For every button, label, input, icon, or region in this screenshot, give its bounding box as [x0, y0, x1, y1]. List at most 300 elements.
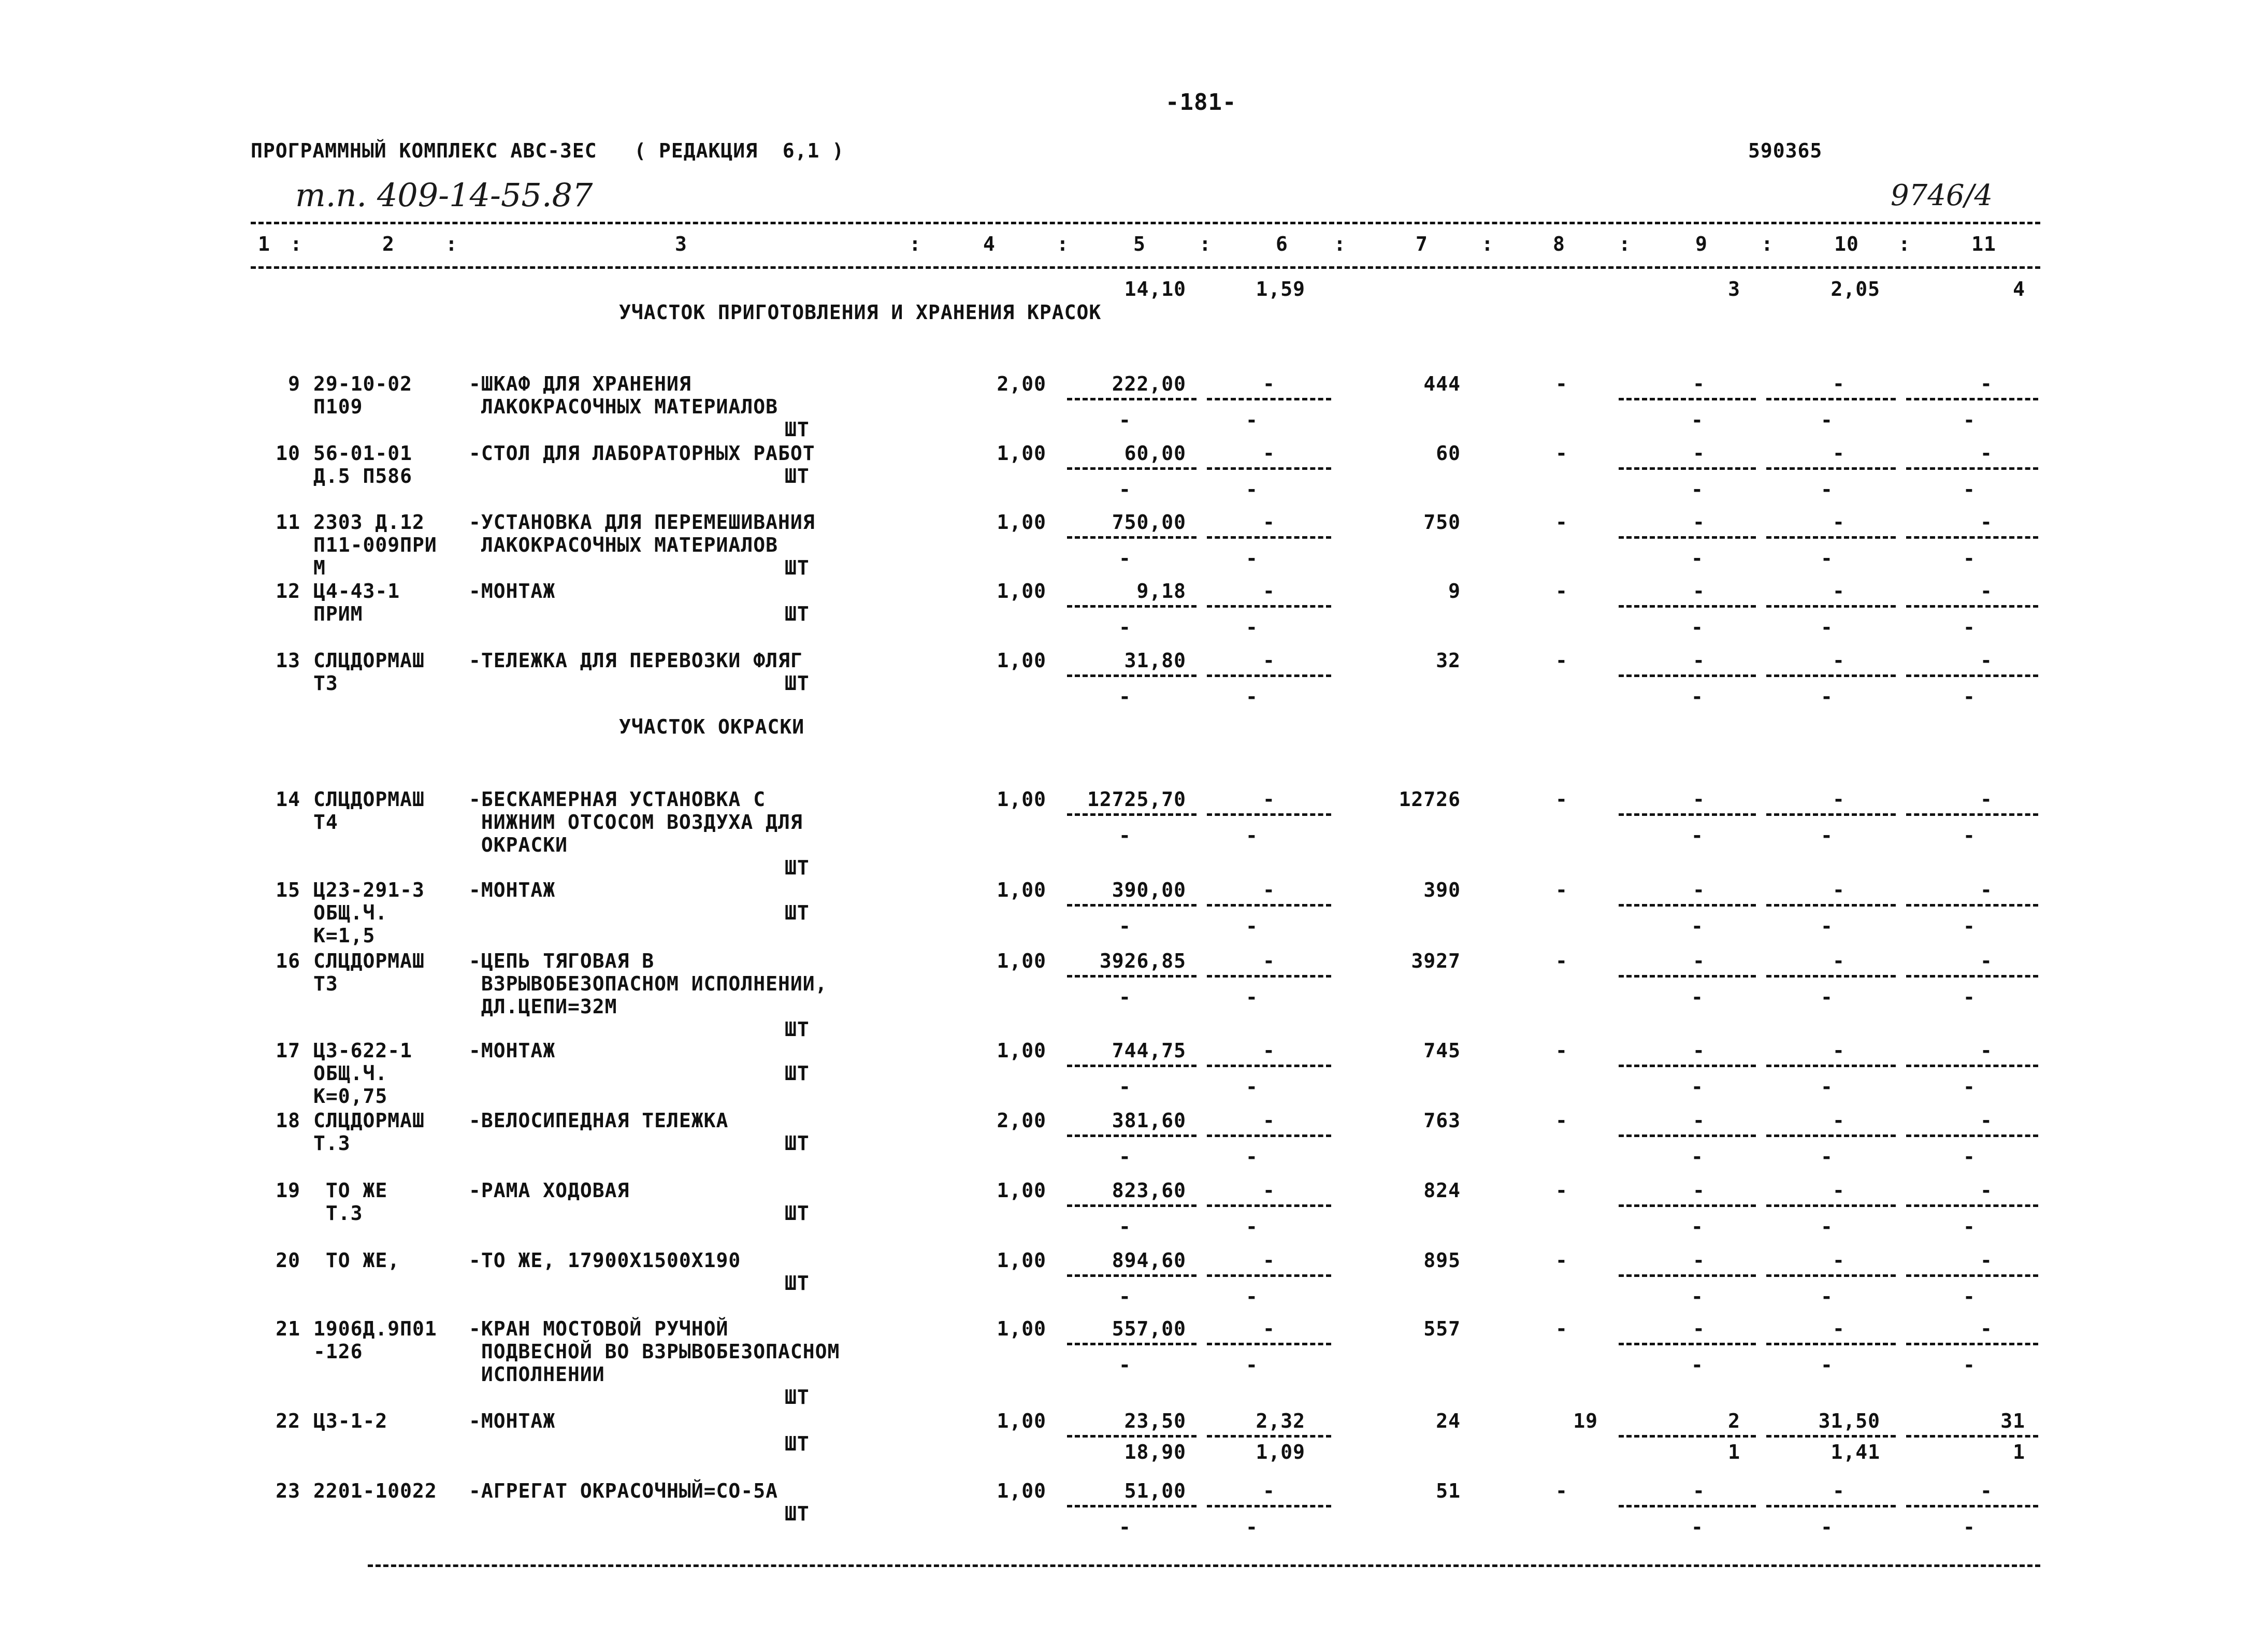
cell-separator — [1067, 1343, 1197, 1345]
column-header-5: 5 — [1133, 233, 1146, 255]
empty-cell-dash: - — [1963, 616, 1976, 639]
row-unit-price: 557,00 — [1112, 1317, 1186, 1340]
row-col8: - — [1555, 1317, 1568, 1340]
column-header-11: 11 — [1971, 233, 1996, 255]
row-col11: - — [1980, 1249, 1993, 1272]
row-total: 895 — [1423, 1249, 1461, 1272]
row-total: 557 — [1423, 1317, 1461, 1340]
document-code: 590365 — [1748, 139, 1823, 162]
empty-cell-dash: - — [1119, 547, 1131, 570]
cell-separator — [1906, 1505, 2038, 1507]
row-code-line: 2303 Д.12 — [313, 511, 425, 534]
empty-cell-dash: - — [1963, 1145, 1976, 1168]
cell-separator — [1067, 674, 1197, 677]
cell-separator — [1207, 1505, 1331, 1507]
row-description-line: ПОДВЕСНОЙ ВО ВЗРЫВОБЕЗОПАСНОМ — [469, 1340, 840, 1363]
row-col8: - — [1555, 1249, 1568, 1272]
cell-separator — [1906, 536, 2038, 539]
row-col9: - — [1693, 372, 1705, 395]
row-code-line: ОБЩ.Ч. — [313, 1062, 388, 1085]
column-separator: : — [1481, 233, 1494, 255]
row-unit-price: 894,60 — [1112, 1249, 1186, 1272]
row-unit: ШТ — [785, 1202, 810, 1225]
empty-cell-dash: - — [1246, 1145, 1258, 1168]
empty-cell-dash: - — [1821, 1215, 1833, 1238]
row-col11: - — [1980, 511, 1993, 534]
cell-separator — [1619, 536, 1756, 539]
cell-separator — [1067, 813, 1197, 816]
row-col6: - — [1263, 1317, 1275, 1340]
cell-separator — [1766, 536, 1896, 539]
column-separator: : — [445, 233, 458, 255]
row-description-line: -МОНТАЖ — [469, 1039, 556, 1062]
empty-cell-dash: - — [1119, 1075, 1131, 1098]
row-number: 23 — [276, 1479, 300, 1502]
row-quantity: 2,00 — [997, 372, 1046, 395]
row-col6: - — [1263, 442, 1275, 465]
row-code-line: -126 — [313, 1340, 363, 1363]
row-col9: - — [1693, 1179, 1705, 1202]
empty-cell-dash: - — [1246, 1354, 1258, 1376]
cell-separator — [1207, 467, 1331, 470]
cell-separator — [1619, 398, 1756, 400]
row-col8: - — [1555, 442, 1568, 465]
cell-separator — [1207, 904, 1331, 907]
row-number: 17 — [276, 1039, 300, 1062]
empty-cell-dash: - — [1119, 1354, 1131, 1376]
carry-value-col6: 1,59 — [1256, 278, 1305, 300]
cell-separator — [1067, 904, 1197, 907]
cell-separator — [1207, 1204, 1331, 1207]
empty-cell-dash: - — [1119, 1145, 1131, 1168]
row-col6: - — [1263, 879, 1275, 901]
row-code-line: Т4 — [313, 811, 338, 834]
cell-separator — [1766, 1435, 1896, 1438]
row-code-line: Ц4-43-1 — [313, 580, 400, 602]
row-unit-price: 381,60 — [1112, 1109, 1186, 1132]
row-col8: 19 — [1573, 1410, 1598, 1432]
cell-separator — [1619, 467, 1756, 470]
table-end-rule — [368, 1564, 2040, 1567]
row-total: 745 — [1423, 1039, 1461, 1062]
row-code-line: ТО ЖЕ, — [313, 1249, 400, 1272]
row-col6: - — [1263, 372, 1275, 395]
cell-separator — [1906, 1065, 2038, 1067]
row-unit: ШТ — [785, 602, 810, 625]
row-unit-price: 390,00 — [1112, 879, 1186, 901]
row-quantity: 1,00 — [997, 1039, 1046, 1062]
empty-cell-dash: - — [1821, 1285, 1833, 1308]
row-sub-col5: 18,90 — [1124, 1441, 1186, 1463]
program-title: ПРОГРАММНЫЙ КОМПЛЕКС АВС-ЗЕС ( РЕДАКЦИЯ 6,1 ) — [251, 139, 845, 162]
row-col9: - — [1693, 649, 1705, 672]
cell-separator — [1207, 975, 1331, 978]
row-quantity: 1,00 — [997, 649, 1046, 672]
empty-cell-dash: - — [1691, 1285, 1704, 1308]
row-description-line: -АГРЕГАТ ОКРАСОЧНЫЙ=СО-5А — [469, 1479, 778, 1502]
empty-cell-dash: - — [1246, 547, 1258, 570]
cell-separator — [1067, 975, 1197, 978]
header-top-rule — [251, 222, 2040, 224]
cell-separator — [1067, 1274, 1197, 1277]
empty-cell-dash: - — [1246, 1075, 1258, 1098]
cell-separator — [1619, 1274, 1756, 1277]
cell-separator — [1906, 674, 2038, 677]
row-col6: - — [1263, 1249, 1275, 1272]
column-header-8: 8 — [1553, 233, 1565, 255]
empty-cell-dash: - — [1691, 1516, 1704, 1539]
cell-separator — [1766, 1134, 1896, 1137]
row-quantity: 1,00 — [997, 1179, 1046, 1202]
column-separator: : — [1057, 233, 1069, 255]
column-header-4: 4 — [983, 233, 996, 255]
row-quantity: 1,00 — [997, 442, 1046, 465]
empty-cell-dash: - — [1691, 986, 1704, 1009]
empty-cell-dash: - — [1246, 824, 1258, 847]
row-unit: ШТ — [785, 672, 810, 695]
row-code-line: ТО ЖЕ — [313, 1179, 388, 1202]
row-col11: - — [1980, 649, 1993, 672]
carry-value-col9: 3 — [1728, 278, 1740, 300]
row-col10: - — [1833, 1479, 1845, 1502]
empty-cell-dash: - — [1821, 1354, 1833, 1376]
row-total: 9 — [1448, 580, 1461, 602]
column-header-6: 6 — [1276, 233, 1288, 255]
row-unit-price: 823,60 — [1112, 1179, 1186, 1202]
carry-value-col11: 4 — [2013, 278, 2025, 300]
row-quantity: 1,00 — [997, 879, 1046, 901]
cell-separator — [1067, 1435, 1197, 1438]
row-col6: - — [1263, 788, 1275, 811]
column-header-9: 9 — [1695, 233, 1708, 255]
row-col10: - — [1833, 788, 1845, 811]
row-number: 11 — [276, 511, 300, 534]
cell-separator — [1766, 467, 1896, 470]
cell-separator — [1619, 975, 1756, 978]
row-col9: - — [1693, 1039, 1705, 1062]
row-number: 19 — [276, 1179, 300, 1202]
row-total: 51 — [1436, 1479, 1461, 1502]
cell-separator — [1067, 536, 1197, 539]
empty-cell-dash: - — [1691, 824, 1704, 847]
empty-cell-dash: - — [1691, 1075, 1704, 1098]
row-code-line: ПРИМ — [313, 602, 363, 625]
row-code-line: ТЗ — [313, 672, 338, 695]
row-col8: - — [1555, 950, 1568, 972]
project-reference: т.п. 409-14-55.87 — [295, 176, 593, 214]
row-description-line: -ВЕЛОСИПЕДНАЯ ТЕЛЕЖКА — [469, 1109, 729, 1132]
column-separator: : — [1334, 233, 1346, 255]
row-description-line: -ШКАФ ДЛЯ ХРАНЕНИЯ — [469, 372, 691, 395]
row-description-line: -МОНТАЖ — [469, 879, 556, 901]
row-col8: - — [1555, 372, 1568, 395]
row-unit-price: 51,00 — [1124, 1479, 1186, 1502]
row-col6: - — [1263, 1179, 1275, 1202]
empty-cell-dash: - — [1246, 1285, 1258, 1308]
cell-separator — [1906, 904, 2038, 907]
row-code-line: Ц3-622-1 — [313, 1039, 413, 1062]
row-total: 3927 — [1411, 950, 1461, 972]
cell-separator — [1906, 1204, 2038, 1207]
empty-cell-dash: - — [1119, 986, 1131, 1009]
row-unit: ШТ — [785, 1132, 810, 1155]
row-col11: - — [1980, 879, 1993, 901]
row-quantity: 1,00 — [997, 1249, 1046, 1272]
row-col11: - — [1980, 1479, 1993, 1502]
row-quantity: 1,00 — [997, 511, 1046, 534]
cell-separator — [1207, 1065, 1331, 1067]
column-header-1: 1 — [258, 233, 270, 255]
empty-cell-dash: - — [1691, 915, 1704, 938]
empty-cell-dash: - — [1963, 478, 1976, 501]
row-col11: - — [1980, 442, 1993, 465]
column-header-10: 10 — [1834, 233, 1859, 255]
cell-separator — [1067, 1134, 1197, 1137]
empty-cell-dash: - — [1963, 1354, 1976, 1376]
row-unit: ШТ — [785, 1502, 810, 1525]
row-description-line: -РАМА ХОДОВАЯ — [469, 1179, 630, 1202]
cell-separator — [1906, 1274, 2038, 1277]
cell-separator — [1766, 674, 1896, 677]
header-bottom-rule — [251, 266, 2040, 269]
column-separator: : — [1199, 233, 1212, 255]
empty-cell-dash: - — [1119, 616, 1131, 639]
row-unit-price: 9,18 — [1136, 580, 1186, 602]
column-separator: : — [290, 233, 302, 255]
empty-cell-dash: - — [1691, 1215, 1704, 1238]
row-number: 9 — [288, 372, 300, 395]
cell-separator — [1766, 1204, 1896, 1207]
row-description-line: ИСПОЛНЕНИИ — [469, 1363, 605, 1386]
empty-cell-dash: - — [1691, 547, 1704, 570]
row-col8: - — [1555, 788, 1568, 811]
cell-separator — [1619, 1065, 1756, 1067]
row-unit: ШТ — [785, 1432, 810, 1455]
empty-cell-dash: - — [1821, 1075, 1833, 1098]
cell-separator — [1906, 605, 2038, 608]
row-number: 21 — [276, 1317, 300, 1340]
row-col6: - — [1263, 580, 1275, 602]
row-number: 10 — [276, 442, 300, 465]
row-description-line: НИЖНИМ ОТСОСОМ ВОЗДУХА ДЛЯ — [469, 811, 803, 834]
row-unit-price: 750,00 — [1112, 511, 1186, 534]
row-unit: ШТ — [785, 1386, 810, 1409]
empty-cell-dash: - — [1821, 478, 1833, 501]
row-col10: - — [1833, 442, 1845, 465]
empty-cell-dash: - — [1963, 1516, 1976, 1539]
row-total: 32 — [1436, 649, 1461, 672]
row-sub-col11: 1 — [2013, 1441, 2025, 1463]
empty-cell-dash: - — [1821, 986, 1833, 1009]
cell-separator — [1766, 605, 1896, 608]
column-separator: : — [1761, 233, 1774, 255]
column-header-3: 3 — [675, 233, 687, 255]
cell-separator — [1207, 1343, 1331, 1345]
row-total: 824 — [1423, 1179, 1461, 1202]
cell-separator — [1207, 536, 1331, 539]
row-col10: - — [1833, 372, 1845, 395]
row-quantity: 1,00 — [997, 1317, 1046, 1340]
empty-cell-dash: - — [1119, 1285, 1131, 1308]
cell-separator — [1766, 1343, 1896, 1345]
row-unit-price: 23,50 — [1124, 1410, 1186, 1432]
row-total: 24 — [1436, 1410, 1461, 1432]
row-code-line: 29-10-02 — [313, 372, 413, 395]
empty-cell-dash: - — [1963, 685, 1976, 708]
cell-separator — [1619, 674, 1756, 677]
cell-separator — [1906, 398, 2038, 400]
row-description-line: ВЗРЫВОБЕЗОПАСНОМ ИСПОЛНЕНИИ, — [469, 972, 828, 995]
cell-separator — [1906, 1134, 2038, 1137]
row-col8: - — [1555, 649, 1568, 672]
row-col8: - — [1555, 511, 1568, 534]
row-description-line: -КРАН МОСТОВОЙ РУЧНОЙ — [469, 1317, 729, 1340]
page-number: -181- — [1165, 89, 1237, 116]
cell-separator — [1619, 1505, 1756, 1507]
row-number: 15 — [276, 879, 300, 901]
empty-cell-dash: - — [1119, 409, 1131, 432]
row-col9: - — [1693, 788, 1705, 811]
cell-separator — [1906, 1435, 2038, 1438]
empty-cell-dash: - — [1963, 1215, 1976, 1238]
row-code-line: П11-009ПРИ — [313, 534, 437, 556]
row-description-line: -СТОЛ ДЛЯ ЛАБОРАТОРНЫХ РАБОТ — [469, 442, 815, 465]
empty-cell-dash: - — [1119, 478, 1131, 501]
row-col6: - — [1263, 511, 1275, 534]
row-col10: - — [1833, 1039, 1845, 1062]
row-description-line: ОКРАСКИ — [469, 834, 568, 856]
cell-separator — [1207, 398, 1331, 400]
row-description-line: -БЕСКАМЕРНАЯ УСТАНОВКА С — [469, 788, 766, 811]
row-unit: ШТ — [785, 901, 810, 924]
row-col8: - — [1555, 879, 1568, 901]
empty-cell-dash: - — [1691, 409, 1704, 432]
cell-separator — [1207, 1435, 1331, 1438]
cell-separator — [1906, 975, 2038, 978]
row-col11: - — [1980, 1317, 1993, 1340]
row-code-line: СЛЦДОРМАШ — [313, 788, 425, 811]
empty-cell-dash: - — [1821, 547, 1833, 570]
row-col10: - — [1833, 1109, 1845, 1132]
row-unit: ШТ — [785, 1272, 810, 1295]
row-col10: 31,50 — [1818, 1410, 1880, 1432]
row-description-line: -УСТАНОВКА ДЛЯ ПЕРЕМЕШИВАНИЯ — [469, 511, 815, 534]
row-col8: - — [1555, 580, 1568, 602]
empty-cell-dash: - — [1821, 824, 1833, 847]
row-quantity: 1,00 — [997, 788, 1046, 811]
cell-separator — [1766, 1274, 1896, 1277]
empty-cell-dash: - — [1821, 685, 1833, 708]
row-col6: - — [1263, 1109, 1275, 1132]
empty-cell-dash: - — [1691, 478, 1704, 501]
row-unit-price: 12725,70 — [1087, 788, 1186, 811]
row-total: 750 — [1423, 511, 1461, 534]
row-sub-col6: 1,09 — [1256, 1441, 1305, 1463]
empty-cell-dash: - — [1821, 1516, 1833, 1539]
empty-cell-dash: - — [1821, 1145, 1833, 1168]
empty-cell-dash: - — [1246, 986, 1258, 1009]
row-unit: ШТ — [785, 856, 810, 879]
row-quantity: 1,00 — [997, 580, 1046, 602]
empty-cell-dash: - — [1246, 478, 1258, 501]
cell-separator — [1207, 605, 1331, 608]
row-unit: ШТ — [785, 465, 810, 487]
empty-cell-dash: - — [1963, 915, 1976, 938]
row-code-line: 2201-10022 — [313, 1479, 437, 1502]
row-col8: - — [1555, 1039, 1568, 1062]
cell-separator — [1067, 1204, 1197, 1207]
row-code-line: ТЗ — [313, 972, 338, 995]
column-header-7: 7 — [1416, 233, 1428, 255]
cell-separator — [1207, 1134, 1331, 1137]
cell-separator — [1766, 1065, 1896, 1067]
column-header-2: 2 — [382, 233, 395, 255]
row-description-line: ДЛ.ЦЕПИ=32М — [469, 995, 617, 1018]
cell-separator — [1067, 605, 1197, 608]
empty-cell-dash: - — [1246, 409, 1258, 432]
row-description-line: -МОНТАЖ — [469, 580, 556, 602]
row-total: 60 — [1436, 442, 1461, 465]
row-total: 763 — [1423, 1109, 1461, 1132]
cell-separator — [1619, 1134, 1756, 1137]
cell-separator — [1207, 1274, 1331, 1277]
empty-cell-dash: - — [1821, 409, 1833, 432]
row-col9: - — [1693, 1249, 1705, 1272]
cell-separator — [1207, 813, 1331, 816]
cell-separator — [1067, 1065, 1197, 1067]
empty-cell-dash: - — [1246, 1215, 1258, 1238]
section-title: УЧАСТОК ОКРАСКИ — [619, 715, 805, 738]
empty-cell-dash: - — [1963, 547, 1976, 570]
row-col9: - — [1693, 950, 1705, 972]
row-description-line: -ТЕЛЕЖКА ДЛЯ ПЕРЕВОЗКИ ФЛЯГ — [469, 649, 803, 672]
row-code-line: СЛЦДОРМАШ — [313, 649, 425, 672]
cell-separator — [1766, 398, 1896, 400]
empty-cell-dash: - — [1246, 1516, 1258, 1539]
cell-separator — [1207, 674, 1331, 677]
row-col6: 2,32 — [1256, 1410, 1305, 1432]
row-description-line: ЛАКОКРАСОЧНЫХ МАТЕРИАЛОВ — [469, 534, 778, 556]
row-col10: - — [1833, 1317, 1845, 1340]
carry-value-col10: 2,05 — [1830, 278, 1880, 300]
sheet-reference: 9746/4 — [1891, 179, 1993, 212]
row-col11: - — [1980, 1039, 1993, 1062]
row-col11: - — [1980, 1179, 1993, 1202]
row-col6: - — [1263, 1039, 1275, 1062]
cell-separator — [1766, 813, 1896, 816]
empty-cell-dash: - — [1119, 685, 1131, 708]
empty-cell-dash: - — [1821, 616, 1833, 639]
row-unit: ШТ — [785, 1018, 810, 1041]
row-col9: - — [1693, 1109, 1705, 1132]
row-col11: - — [1980, 950, 1993, 972]
row-unit: ШТ — [785, 1062, 810, 1085]
row-number: 18 — [276, 1109, 300, 1132]
row-unit-price: 3926,85 — [1099, 950, 1186, 972]
row-unit-price: 60,00 — [1124, 442, 1186, 465]
empty-cell-dash: - — [1246, 685, 1258, 708]
row-col9: - — [1693, 879, 1705, 901]
row-quantity: 1,00 — [997, 1410, 1046, 1432]
row-code-line: Т.3 — [313, 1202, 363, 1225]
column-separator: : — [909, 233, 921, 255]
column-separator: : — [1898, 233, 1911, 255]
row-col11: 31 — [2000, 1410, 2025, 1432]
empty-cell-dash: - — [1963, 1285, 1976, 1308]
empty-cell-dash: - — [1963, 409, 1976, 432]
row-code-line: Ц3-1-2 — [313, 1410, 388, 1432]
row-col9: - — [1693, 1479, 1705, 1502]
